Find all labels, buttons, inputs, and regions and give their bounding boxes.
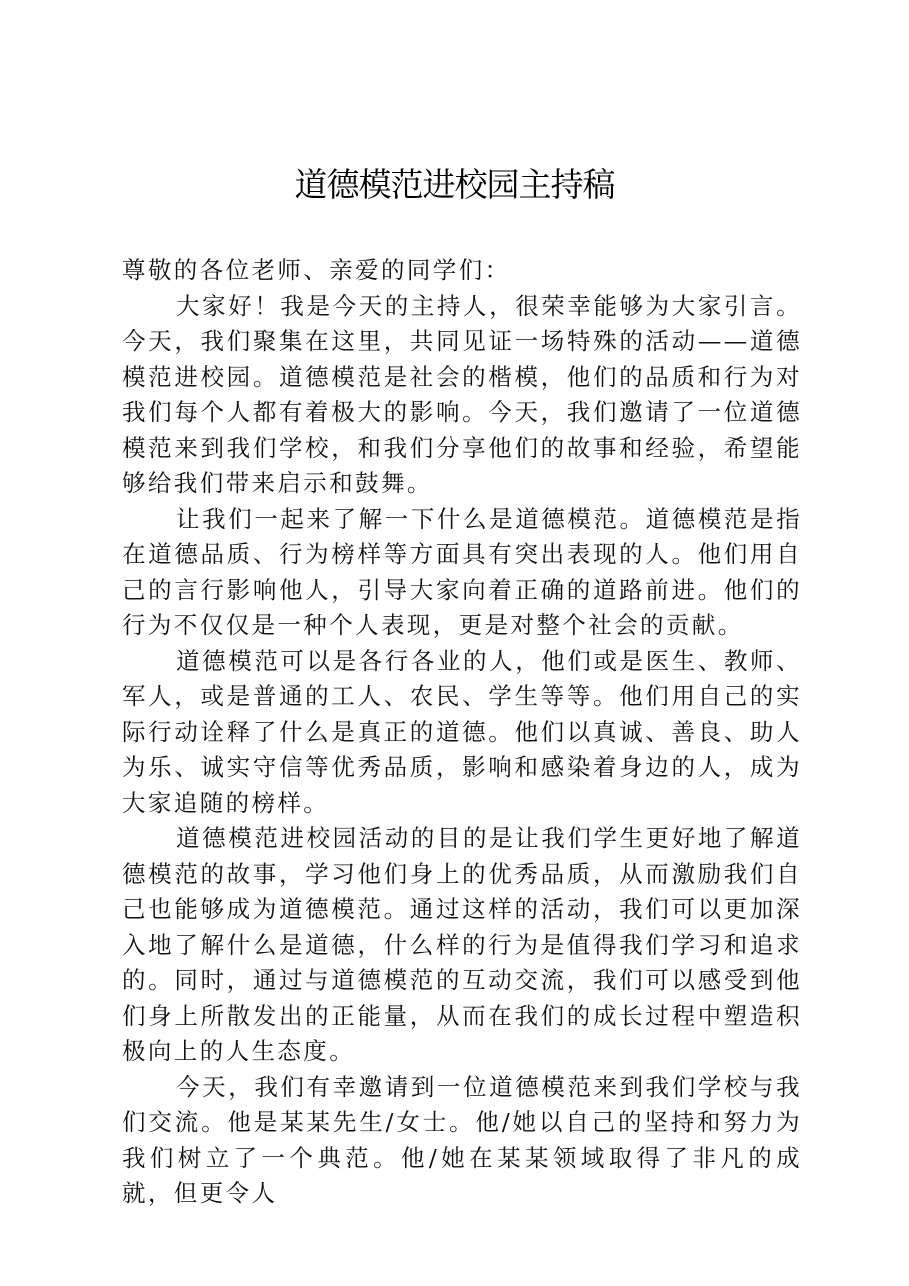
- paragraph-4: 道德模范进校园活动的目的是让我们学生更好地了解道德模范的故事，学习他们身上的优秀品质，从而激励我们自己也能够成为道德模范。通过这样的活动，我们可以更加深入地了解什么是道德，什么样的行为是值得我们学习和追求的。同时，通过与道德模范的互动交流，我们可以感受到他们身上所散发出的正能量，从而在我们的成长过程中塑造积极向上的人生态度。: [122, 824, 802, 1065]
- document-title: 道德模范进校园主持稿: [294, 165, 615, 204]
- paragraph-1: 大家好！我是今天的主持人，很荣幸能够为大家引言。今天，我们聚集在这里，共同见证一场特殊的活动——道德模范进校园。道德模范是社会的楷模，他们的品质和行为对我们每个人都有着极大的影响。今天，我们邀请了一位道德模范来到我们学校，和我们分享他们的故事和经验，希望能够给我们带来启示和鼓舞。: [122, 291, 802, 497]
- paragraph-3: 道德模范可以是各行各业的人，他们或是医生、教师、军人，或是普通的工人、农民、学生等等。他们用自己的实际行动诠释了什么是真正的道德。他们以真诚、善良、助人为乐、诚实守信等优秀品质，影响和感染着身边的人，成为大家追随的榜样。: [122, 646, 802, 817]
- document-body: [122, 253, 802, 1212]
- salutation: 尊敬的各位老师、亲爱的同学们：: [122, 256, 511, 284]
- paragraph-2: 让我们一起来了解一下什么是道德模范。道德模范是指在道德品质、行为榜样等方面具有突出表现的人。他们用自己的言行影响他人，引导大家向着正确的道路前进。他们的行为不仅仅是一种个人表现，更是对整个社会的贡献。: [122, 504, 802, 639]
- paragraph-5: 今天，我们有幸邀请到一位道德模范来到我们学校与我们交流。他是某某先生/女士。他/她以自己的坚持和努力为我们树立了一个典范。他/她在某某领域取得了非凡的成就，但更令人: [122, 1072, 802, 1207]
